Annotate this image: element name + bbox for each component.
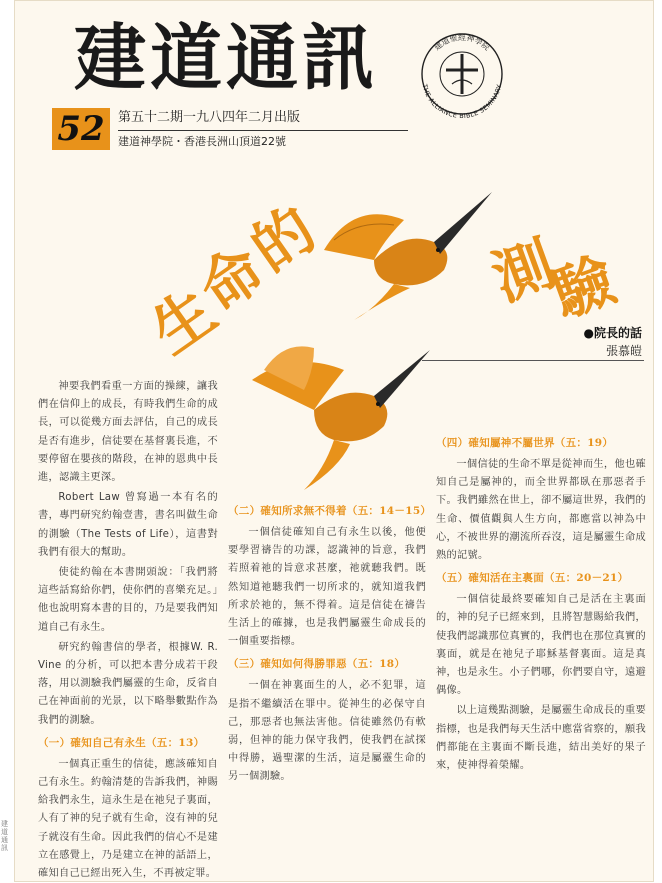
issue-date-line: 第五十二期一九八四年二月出版: [118, 110, 301, 125]
section-text-5: 一個信徒最終要確知自己是活在主裏面的，神的兒子已經來到，且將智慧賜給我們，使我們認識那位真實的，我們也在那位真實的裏面，就是在祂兒子耶穌基督裏面。這是真神，也是永生。小子們哪，你們要自守，遠避偶像。: [436, 594, 646, 697]
title-char-2: 命: [187, 234, 277, 326]
intro-paragraph-2: Robert Law 曾寫過一本有名的書，專門研究約翰壹書，書名叫做生命的測驗（The Tests of Life），這書對我們有很大的幫助。: [38, 492, 218, 558]
intro-paragraph-3: 使徒約翰在本書開頭說：「我們將這些話寫給你們，使你們的喜樂充足。」他也說明寫本書的目的，乃是要我們知道自己有永生。: [38, 567, 218, 633]
intro-paragraph-4: 研究約翰書信的學者，根據W. R. Vine 的分析，可以把本書分成若干段落，用以測驗我們屬靈的生命，反省自己在神面前的光景，以下略舉數點作為我們的測驗。: [38, 641, 218, 726]
article-column-1: [38, 378, 218, 880]
side-marks: 建道通訊: [1, 820, 8, 852]
seal-chinese-text: 建道聖經神學院: [432, 33, 492, 53]
masthead-title: 建道通訊: [74, 15, 379, 100]
publisher-address: 建道神學院・香港長洲山頂道22號: [118, 135, 286, 148]
title-char-4: 測: [483, 228, 565, 316]
hummingbird-illustration-1: [314, 180, 494, 330]
byline-divider: [422, 360, 644, 361]
section-heading-5: （五）確知活在主裏面（五：20－21）: [436, 572, 629, 585]
hummingbird-illustration-2: [244, 340, 434, 500]
section-text-4: 一個信徒的生命不單是從神而生，他也確知自己是屬神的，而全世界都臥在那惡者手下。我們雖然在世上，卻不屬這世界，我們的生命、價值觀與人生方向，都應當以神為中心，不被世界的潮流所吞沒，這是屬靈生命成熟的記號。: [436, 459, 646, 562]
section-heading-4: （四）確知屬神不屬世界（五：19）: [436, 437, 614, 449]
section-heading-3: （三）確知如何得勝罪惡（五：18）: [228, 658, 406, 671]
section-text-2: 一個信徒確知自己有永生以後，他便要學習禱告的功課，認識神的旨意，我們若照着祂的旨意求甚麼，祂就聽我們。既然知道祂聽我們一切所求的，就知道我們所求於祂的，無不得着。這是信徒在禱告生活上的確據，也是我們屬靈生命成長的一個重要指標。: [228, 527, 426, 648]
seminary-seal-icon: [406, 18, 518, 130]
issue-number: 52: [52, 108, 110, 150]
svg-text:建道聖經神學院: [432, 32, 492, 52]
scan-left-margin: [0, 0, 14, 882]
article-column-3: [436, 430, 646, 873]
title-char-5: 驗: [543, 244, 625, 332]
article-column-2: [228, 498, 432, 873]
title-char-1: 生: [139, 276, 229, 368]
column-label: ●院長的話: [583, 326, 642, 340]
section-text-3: 一個在神裏面生的人，必不犯罪，這是指不繼續活在罪中。從神生的必保守自己，那惡者也無法害他。信徒雖然仍有軟弱，但神的能力保守我們，使我們在試探中得勝，過聖潔的生活，這是屬靈生命的另一個測驗。: [228, 680, 426, 783]
intro-paragraph-1: 神要我們看重一方面的操練，讓我們在信仰上的成長，有時我們生命的成長，可以從幾方面去評估，自己的成長是否有進步，信徒要在基督裏長進，不要停留在嬰孩的階段，在神的恩典中長進，認識主更深。: [38, 381, 218, 484]
issue-divider: [118, 130, 408, 131]
newsletter-page: [14, 0, 654, 882]
seal-english-text: THE ALLIANCE BIBLE SEMINARY: [420, 83, 504, 121]
section-text-1: 一個真正重生的信徒，應該確知自己有永生。約翰清楚的告訴我們，神賜給我們永生，這永生是在祂兒子裏面，人有了神的兒子就有生命，沒有神的兒子就沒有生命。因此我們的信心不是建立在感覺上，乃是建立在神的話語上，確知自己已經出死入生，不再被定罪。: [38, 758, 218, 880]
author-name: 張慕皚: [605, 344, 642, 358]
title-char-3: 的: [239, 194, 329, 286]
closing-paragraph: 以上這幾點測驗，是屬靈生命成長的重要指標，也是我們每天生活中應當省察的，願我們都能在主裏面不斷長進，結出美好的果子來，使神得着榮耀。: [436, 705, 646, 772]
section-heading-1: （一）確知自己有永生（五：13）: [38, 736, 205, 749]
section-heading-2: （二）確知所求無不得着（五：14－15）: [228, 505, 432, 517]
